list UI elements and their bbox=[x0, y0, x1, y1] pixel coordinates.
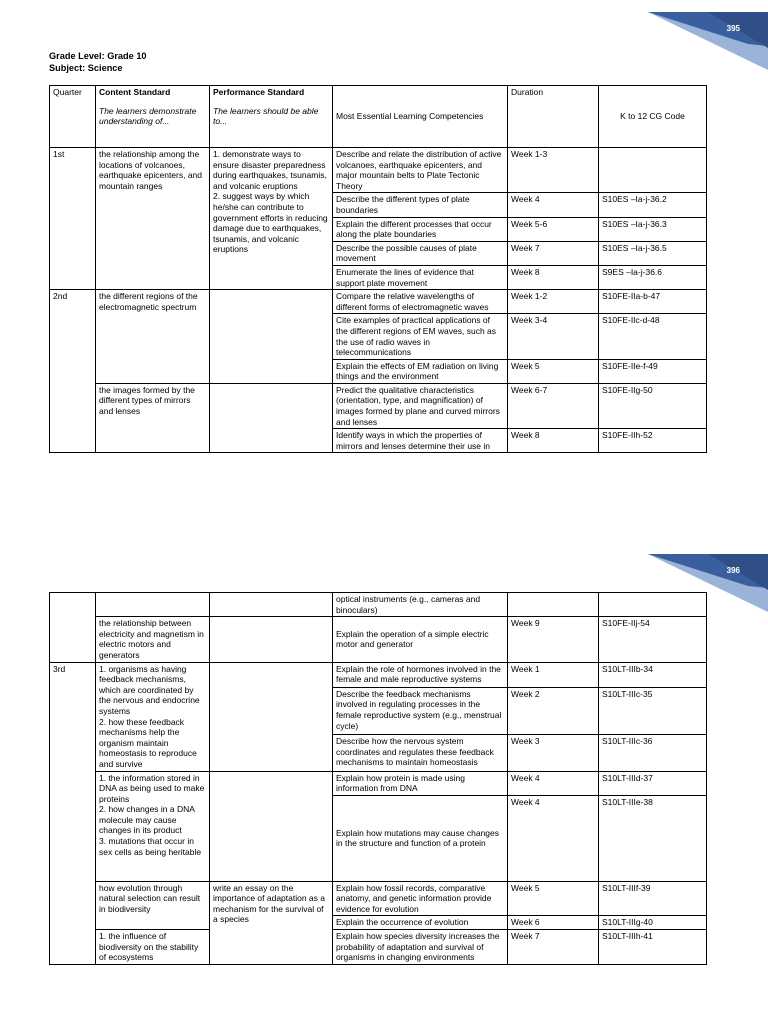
quarter-cell: 3rd bbox=[50, 662, 96, 964]
performance-standard-cell bbox=[210, 593, 333, 617]
melc-cell: Explain the operation of a simple electric motor and generator bbox=[333, 617, 508, 662]
melc-cell: Explain the effects of EM radiation on living things and the environment bbox=[333, 359, 508, 383]
content-item-1: 1. the information stored in DNA as being used to make proteins bbox=[99, 772, 205, 804]
duration-cell: Week 8 bbox=[508, 265, 599, 289]
cg-code-cell: S10LT-IIId-37 bbox=[599, 771, 707, 795]
duration-cell: Week 6 bbox=[508, 916, 599, 930]
table-row bbox=[50, 617, 707, 662]
duration-cell: Week 4 bbox=[508, 193, 599, 217]
content-standard-cell: 1. the influence of biodiversity on the stability of ecosystems bbox=[96, 930, 210, 965]
table-row bbox=[50, 383, 707, 428]
melc-cell: Explain how fossil records, comparative anatomy, and genetic information provide evidence for evolution bbox=[333, 881, 508, 916]
melc-cell: Describe and relate the distribution of active volcanoes, earthquake epicenters, and major mountain belts to Plate Tectonic Theory bbox=[333, 148, 508, 193]
melc-cell: Describe the feedback mechanisms involved in regulating processes in the female reproductive system (e.g., menstrual cycle) bbox=[333, 687, 508, 734]
duration-cell: Week 8 bbox=[508, 429, 599, 453]
document-meta bbox=[49, 50, 147, 74]
duration-cell: Week 2 bbox=[508, 687, 599, 734]
page-number: 396 bbox=[726, 566, 740, 575]
melc-cell: optical instruments (e.g., cameras and binoculars) bbox=[333, 593, 508, 617]
performance-standard-cell bbox=[210, 383, 333, 453]
cg-code-cell: S10LT-IIIc-35 bbox=[599, 687, 707, 734]
duration-cell: Week 5 bbox=[508, 359, 599, 383]
duration-cell: Week 9 bbox=[508, 617, 599, 662]
cg-code-cell: S10LT-IIIb-34 bbox=[599, 662, 707, 687]
cg-code-cell bbox=[599, 148, 707, 193]
content-item-2: 2. how changes in a DNA molecule may cause changes in its product bbox=[99, 804, 195, 836]
header-quarter: Quarter bbox=[50, 86, 96, 148]
cg-code-cell: S10ES –Ia-j-36.5 bbox=[599, 241, 707, 265]
curriculum-table-1 bbox=[49, 85, 707, 453]
performance-item-2: 2. suggest ways by which he/she can contribute to government efforts in reducing damage due to earthquakes, tsunamis, and volcanic eruptions bbox=[213, 191, 328, 255]
performance-item-1: 1. demonstrate ways to ensure disaster preparedness during earthquakes, tsunamis, and volcanic eruptions bbox=[213, 149, 327, 191]
performance-standard-cell bbox=[210, 617, 333, 662]
content-standard-cell bbox=[96, 771, 210, 881]
duration-cell: Week 1-3 bbox=[508, 148, 599, 193]
cg-code-cell: S9ES –Ia-j-36.6 bbox=[599, 265, 707, 289]
cg-code-cell: S10LT-IIIh-41 bbox=[599, 930, 707, 965]
cg-code-cell: S10LT-IIIg-40 bbox=[599, 916, 707, 930]
content-item-2: 2. how these feedback mechanisms help the organism maintain homeostasis to reproduce and survive bbox=[99, 716, 197, 769]
table-row bbox=[50, 881, 707, 916]
performance-standard-cell bbox=[210, 771, 333, 881]
melc-cell: Explain how mutations may cause changes in the structure and function of a protein bbox=[333, 795, 508, 881]
melc-cell: Explain how species diversity increases the probability of adaptation and survival of organisms in changing environments bbox=[333, 930, 508, 965]
melc-cell: Describe the possible causes of plate movement bbox=[333, 241, 508, 265]
duration-cell: Week 7 bbox=[508, 930, 599, 965]
melc-cell: Compare the relative wavelengths of different forms of electromagnetic waves bbox=[333, 290, 508, 314]
duration-cell: Week 1 bbox=[508, 662, 599, 687]
duration-cell: Week 5-6 bbox=[508, 217, 599, 241]
table-row bbox=[50, 771, 707, 795]
cg-code-cell: S10FE-IIg-50 bbox=[599, 383, 707, 428]
cg-code-cell: S10FE-IIa-b-47 bbox=[599, 290, 707, 314]
performance-standard-cell bbox=[210, 148, 333, 290]
melc-cell: Explain how protein is made using information from DNA bbox=[333, 771, 508, 795]
header-content-standard bbox=[96, 86, 210, 148]
table-row bbox=[50, 930, 707, 965]
header-melc: Most Essential Learning Competencies bbox=[333, 86, 508, 148]
cg-code-cell: S10FE-IIe-f-49 bbox=[599, 359, 707, 383]
duration-cell: Week 5 bbox=[508, 881, 599, 916]
melc-cell: Enumerate the lines of evidence that support plate movement bbox=[333, 265, 508, 289]
page-396 bbox=[0, 512, 768, 1024]
melc-cell: Cite examples of practical applications of the different regions of EM waves, such as the use of radio waves in telecommunications bbox=[333, 314, 508, 359]
content-item-3: 3. mutations that occur in sex cells as being heritable bbox=[99, 836, 202, 857]
cg-code-cell bbox=[599, 593, 707, 617]
melc-cell: Describe the different types of plate boundaries bbox=[333, 193, 508, 217]
duration-cell: Week 3-4 bbox=[508, 314, 599, 359]
content-standard-cell bbox=[96, 662, 210, 771]
cg-code-cell: S10LT-IIIc-36 bbox=[599, 735, 707, 771]
table-row bbox=[50, 593, 707, 617]
header-performance-sub: The learners should be able to... bbox=[213, 105, 319, 127]
duration-cell: Week 6-7 bbox=[508, 383, 599, 428]
header-performance-label: Performance Standard bbox=[213, 87, 305, 97]
table-header-row bbox=[50, 86, 707, 148]
duration-cell bbox=[508, 593, 599, 617]
content-item-1: 1. organisms as having feedback mechanisms, which are coordinated by the nervous and endocrine systems bbox=[99, 663, 200, 716]
cg-code-cell: S10FE-IIh-52 bbox=[599, 429, 707, 453]
duration-cell: Week 4 bbox=[508, 771, 599, 795]
performance-standard-cell bbox=[210, 662, 333, 771]
cg-code-cell: S10LT-IIIe-38 bbox=[599, 795, 707, 881]
melc-cell: Identify ways in which the properties of mirrors and lenses determine their use in bbox=[333, 429, 508, 453]
cg-code-cell: S10ES –Ia-j-36.2 bbox=[599, 193, 707, 217]
cg-code-cell: S10FE-IIc-d-48 bbox=[599, 314, 707, 359]
cg-code-cell: S10FE-IIj-54 bbox=[599, 617, 707, 662]
duration-cell: Week 1-2 bbox=[508, 290, 599, 314]
content-standard-cell bbox=[96, 593, 210, 617]
table-row bbox=[50, 290, 707, 314]
content-standard-cell: the different regions of the electromagnetic spectrum bbox=[96, 290, 210, 384]
grade-level: Grade Level: Grade 10 bbox=[49, 51, 147, 61]
subject: Subject: Science bbox=[49, 63, 123, 73]
header-content-label: Content Standard bbox=[99, 87, 171, 97]
quarter-cell bbox=[50, 593, 96, 663]
header-content-sub: The learners demonstrate understanding of... bbox=[99, 105, 197, 127]
quarter-cell: 1st bbox=[50, 148, 96, 290]
page-number: 395 bbox=[726, 24, 740, 33]
content-standard-cell: how evolution through natural selection can result in biodiversity bbox=[96, 881, 210, 929]
cg-code-cell: S10ES –Ia-j-36.3 bbox=[599, 217, 707, 241]
performance-standard-cell bbox=[210, 290, 333, 384]
cg-code-cell: S10LT-IIIf-39 bbox=[599, 881, 707, 916]
duration-cell: Week 3 bbox=[508, 735, 599, 771]
performance-standard-cell: write an essay on the importance of adaptation as a mechanism for the survival of a species bbox=[210, 881, 333, 964]
melc-cell: Explain the role of hormones involved in the female and male reproductive systems bbox=[333, 662, 508, 687]
quarter-cell: 2nd bbox=[50, 290, 96, 453]
content-standard-cell: the images formed by the different types of mirrors and lenses bbox=[96, 383, 210, 453]
melc-cell: Explain the occurrence of evolution bbox=[333, 916, 508, 930]
melc-cell: Describe how the nervous system coordinates and regulates these feedback mechanisms to maintain homeostasis bbox=[333, 735, 508, 771]
curriculum-table-2 bbox=[49, 592, 707, 965]
duration-cell: Week 4 bbox=[508, 795, 599, 881]
header-duration: Duration bbox=[508, 86, 599, 148]
duration-cell: Week 7 bbox=[508, 241, 599, 265]
header-cg-code: K to 12 CG Code bbox=[599, 86, 707, 148]
melc-cell: Explain the different processes that occur along the plate boundaries bbox=[333, 217, 508, 241]
melc-cell: Predict the qualitative characteristics (orientation, type, and magnification) of images formed by plane and curved mirrors and lenses bbox=[333, 383, 508, 428]
header-performance-standard bbox=[210, 86, 333, 148]
table-row bbox=[50, 148, 707, 193]
table-row bbox=[50, 662, 707, 687]
content-standard-cell: the relationship among the locations of volcanoes, earthquake epicenters, and mountain ranges bbox=[96, 148, 210, 290]
content-standard-cell: the relationship between electricity and magnetism in electric motors and generators bbox=[96, 617, 210, 662]
